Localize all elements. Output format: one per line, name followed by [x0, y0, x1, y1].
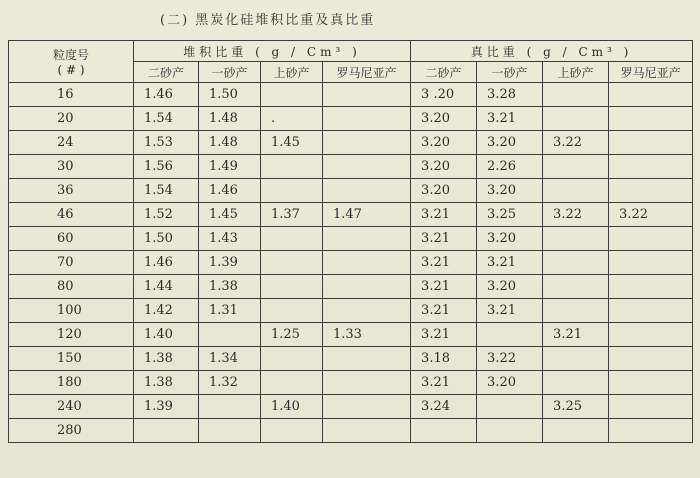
cell-bulk-yisha: 1.46 — [199, 179, 261, 203]
cell-grain-size: 60 — [9, 227, 134, 251]
cell-bulk-yisha — [199, 419, 261, 443]
cell-true-romania: 3.22 — [609, 203, 693, 227]
cell-true-romania — [609, 83, 693, 107]
density-table — [8, 40, 693, 443]
cell-true-romania — [609, 251, 693, 275]
table-row — [9, 395, 693, 419]
cell-true-ersha — [411, 419, 477, 443]
bulk-density-header: 堆积比重 ( g / Cm³ ) — [134, 41, 411, 62]
cell-bulk-shangsha: 1.25 — [261, 323, 323, 347]
cell-true-ersha: 3.18 — [411, 347, 477, 371]
cell-true-ersha: 3.21 — [411, 275, 477, 299]
cell-grain-size: 16 — [9, 83, 134, 107]
cell-true-shangsha — [543, 227, 609, 251]
cell-bulk-ersha: 1.38 — [134, 347, 199, 371]
cell-bulk-ersha: 1.52 — [134, 203, 199, 227]
cell-bulk-shangsha: 1.40 — [261, 395, 323, 419]
subheader-bulk-yisha: 一砂产 — [199, 62, 261, 83]
cell-true-ersha: 3.21 — [411, 299, 477, 323]
cell-grain-size: 30 — [9, 155, 134, 179]
cell-true-romania — [609, 395, 693, 419]
table-row — [9, 107, 693, 131]
cell-bulk-romania — [323, 347, 411, 371]
cell-true-shangsha — [543, 155, 609, 179]
cell-grain-size: 70 — [9, 251, 134, 275]
cell-true-yisha: 3.20 — [477, 131, 543, 155]
cell-true-yisha: 3.20 — [477, 179, 543, 203]
cell-grain-size: 100 — [9, 299, 134, 323]
cell-true-yisha: 3.21 — [477, 251, 543, 275]
cell-true-romania — [609, 347, 693, 371]
cell-true-yisha: 3.28 — [477, 83, 543, 107]
cell-true-shangsha — [543, 419, 609, 443]
cell-bulk-romania — [323, 299, 411, 323]
cell-true-romania — [609, 323, 693, 347]
cell-bulk-ersha: 1.42 — [134, 299, 199, 323]
cell-true-ersha: 3.20 — [411, 179, 477, 203]
cell-true-romania — [609, 227, 693, 251]
cell-bulk-shangsha — [261, 419, 323, 443]
table-row — [9, 131, 693, 155]
table-row — [9, 203, 693, 227]
table-row — [9, 83, 693, 107]
cell-bulk-romania — [323, 83, 411, 107]
cell-bulk-ersha: 1.50 — [134, 227, 199, 251]
cell-true-yisha: 3.20 — [477, 227, 543, 251]
cell-true-yisha — [477, 419, 543, 443]
table-row — [9, 275, 693, 299]
cell-bulk-yisha: 1.49 — [199, 155, 261, 179]
cell-bulk-shangsha: . — [261, 107, 323, 131]
table-body — [9, 83, 693, 443]
subheader-bulk-shangsha: 上砂产 — [261, 62, 323, 83]
cell-bulk-romania — [323, 179, 411, 203]
cell-bulk-ersha: 1.39 — [134, 395, 199, 419]
cell-true-shangsha — [543, 275, 609, 299]
cell-true-shangsha — [543, 83, 609, 107]
cell-grain-size: 80 — [9, 275, 134, 299]
cell-bulk-yisha — [199, 323, 261, 347]
cell-true-shangsha — [543, 179, 609, 203]
cell-bulk-romania — [323, 395, 411, 419]
cell-bulk-ersha: 1.46 — [134, 83, 199, 107]
cell-bulk-ersha: 1.54 — [134, 107, 199, 131]
cell-true-yisha: 3.20 — [477, 275, 543, 299]
table-row — [9, 227, 693, 251]
cell-true-shangsha — [543, 251, 609, 275]
cell-bulk-yisha: 1.45 — [199, 203, 261, 227]
cell-bulk-romania — [323, 155, 411, 179]
cell-bulk-ersha: 1.44 — [134, 275, 199, 299]
cell-true-shangsha: 3.25 — [543, 395, 609, 419]
cell-true-ersha: 3.20 — [411, 107, 477, 131]
cell-bulk-ersha: 1.53 — [134, 131, 199, 155]
subheader-true-romania: 罗马尼亚产 — [609, 62, 693, 83]
table-row — [9, 347, 693, 371]
cell-true-ersha: 3.21 — [411, 227, 477, 251]
cell-true-yisha — [477, 323, 543, 347]
subheader-true-ersha: 二砂产 — [411, 62, 477, 83]
cell-bulk-shangsha — [261, 299, 323, 323]
cell-true-yisha: 3.22 — [477, 347, 543, 371]
cell-true-shangsha: 3.21 — [543, 323, 609, 347]
cell-bulk-shangsha: 1.45 — [261, 131, 323, 155]
cell-grain-size: 36 — [9, 179, 134, 203]
subheader-true-yisha: 一砂产 — [477, 62, 543, 83]
cell-true-shangsha: 3.22 — [543, 203, 609, 227]
cell-grain-size: 46 — [9, 203, 134, 227]
cell-bulk-yisha: 1.48 — [199, 131, 261, 155]
cell-grain-size: 150 — [9, 347, 134, 371]
cell-true-ersha: 3.24 — [411, 395, 477, 419]
cell-true-ersha: 3.21 — [411, 371, 477, 395]
cell-bulk-yisha — [199, 395, 261, 419]
cell-bulk-romania — [323, 227, 411, 251]
cell-bulk-shangsha — [261, 155, 323, 179]
cell-bulk-shangsha: 1.37 — [261, 203, 323, 227]
cell-grain-size: 24 — [9, 131, 134, 155]
cell-bulk-shangsha — [261, 83, 323, 107]
cell-true-romania — [609, 179, 693, 203]
cell-true-romania — [609, 371, 693, 395]
cell-true-shangsha — [543, 371, 609, 395]
cell-bulk-romania — [323, 251, 411, 275]
subheader-bulk-romania: 罗马尼亚产 — [323, 62, 411, 83]
cell-true-ersha: 3.21 — [411, 323, 477, 347]
cell-grain-size: 120 — [9, 323, 134, 347]
cell-bulk-shangsha — [261, 275, 323, 299]
cell-bulk-ersha: 1.56 — [134, 155, 199, 179]
cell-grain-size: 240 — [9, 395, 134, 419]
cell-bulk-yisha: 1.39 — [199, 251, 261, 275]
subheader-true-shangsha: 上砂产 — [543, 62, 609, 83]
cell-true-romania — [609, 275, 693, 299]
cell-true-yisha: 3.20 — [477, 371, 543, 395]
table-row — [9, 251, 693, 275]
cell-true-ersha: 3 .20 — [411, 83, 477, 107]
cell-bulk-yisha: 1.50 — [199, 83, 261, 107]
cell-bulk-romania: 1.33 — [323, 323, 411, 347]
cell-true-yisha — [477, 395, 543, 419]
cell-bulk-ersha — [134, 419, 199, 443]
true-density-header: 真比重 ( g / Cm³ ) — [411, 41, 693, 62]
cell-grain-size: 180 — [9, 371, 134, 395]
table-row — [9, 155, 693, 179]
cell-bulk-romania — [323, 107, 411, 131]
cell-true-yisha: 3.21 — [477, 299, 543, 323]
cell-true-romania — [609, 107, 693, 131]
cell-bulk-ersha: 1.54 — [134, 179, 199, 203]
cell-bulk-romania — [323, 131, 411, 155]
cell-true-yisha: 3.25 — [477, 203, 543, 227]
cell-bulk-ersha: 1.38 — [134, 371, 199, 395]
subheader-bulk-ersha: 二砂产 — [134, 62, 199, 83]
table-row — [9, 299, 693, 323]
cell-bulk-romania: 1.47 — [323, 203, 411, 227]
table-row — [9, 419, 693, 443]
cell-true-yisha: 3.21 — [477, 107, 543, 131]
cell-true-ersha: 3.21 — [411, 203, 477, 227]
cell-true-romania — [609, 299, 693, 323]
table-row — [9, 371, 693, 395]
cell-grain-size: 280 — [9, 419, 134, 443]
cell-bulk-yisha: 1.48 — [199, 107, 261, 131]
table-row — [9, 323, 693, 347]
cell-grain-size: 20 — [9, 107, 134, 131]
cell-bulk-shangsha — [261, 371, 323, 395]
cell-bulk-yisha: 1.43 — [199, 227, 261, 251]
table-title: (二) 黑炭化硅堆积比重及真比重 — [160, 13, 376, 28]
cell-bulk-romania — [323, 419, 411, 443]
cell-bulk-yisha: 1.32 — [199, 371, 261, 395]
cell-bulk-ersha: 1.46 — [134, 251, 199, 275]
cell-bulk-romania — [323, 371, 411, 395]
cell-bulk-yisha: 1.38 — [199, 275, 261, 299]
cell-true-ersha: 3.21 — [411, 251, 477, 275]
cell-true-shangsha: 3.22 — [543, 131, 609, 155]
cell-bulk-shangsha — [261, 347, 323, 371]
grain-size-unit: ( # ) — [57, 63, 85, 77]
table-row — [9, 179, 693, 203]
cell-true-yisha: 2.26 — [477, 155, 543, 179]
cell-true-romania — [609, 155, 693, 179]
grain-size-header — [9, 41, 134, 83]
cell-true-romania — [609, 131, 693, 155]
cell-true-shangsha — [543, 107, 609, 131]
grain-size-label: 粒度号 — [52, 48, 89, 62]
cell-bulk-shangsha — [261, 251, 323, 275]
cell-true-ersha: 3.20 — [411, 131, 477, 155]
cell-bulk-shangsha — [261, 179, 323, 203]
cell-bulk-romania — [323, 275, 411, 299]
cell-bulk-ersha: 1.40 — [134, 323, 199, 347]
cell-true-shangsha — [543, 299, 609, 323]
cell-bulk-shangsha — [261, 227, 323, 251]
cell-true-romania — [609, 419, 693, 443]
cell-true-ersha: 3.20 — [411, 155, 477, 179]
cell-true-shangsha — [543, 347, 609, 371]
cell-bulk-yisha: 1.34 — [199, 347, 261, 371]
cell-bulk-yisha: 1.31 — [199, 299, 261, 323]
